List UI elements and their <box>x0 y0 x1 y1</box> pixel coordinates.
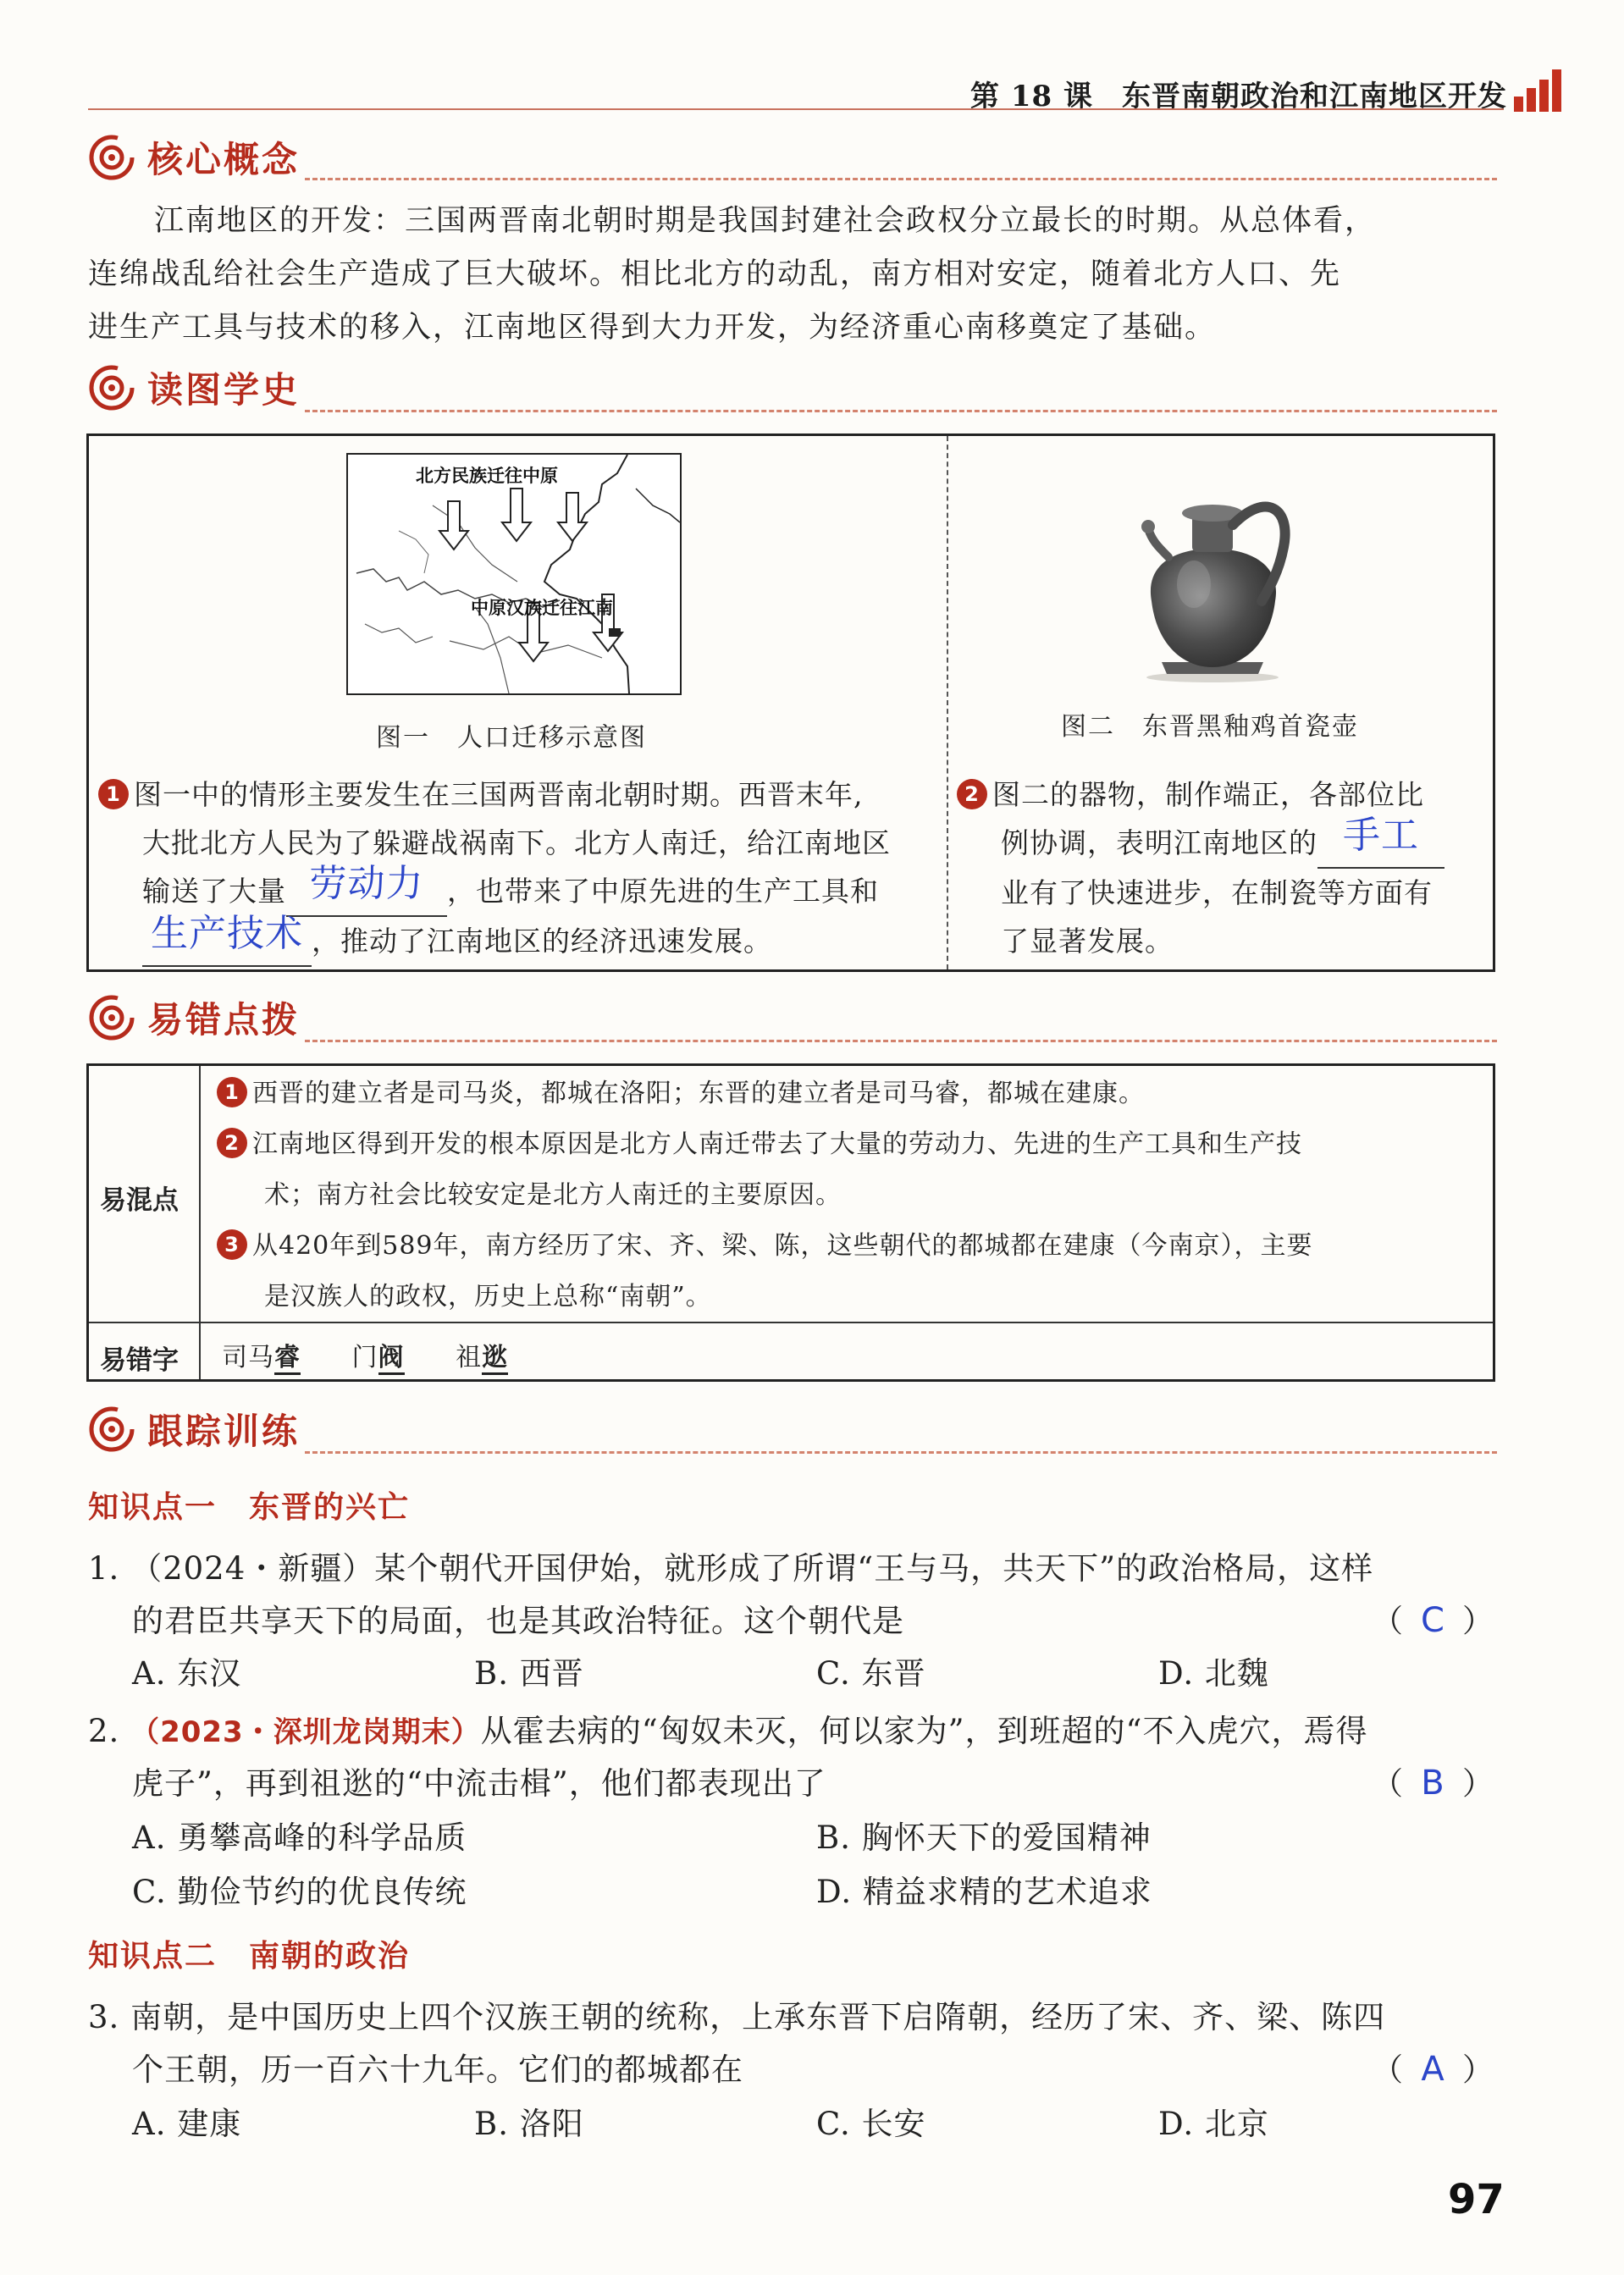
handwritten-answer: 生产技术 <box>151 912 303 955</box>
header-bars-icon <box>1514 69 1563 112</box>
section-rule <box>305 178 1497 180</box>
lesson-number: 第 18 课 <box>970 80 1093 113</box>
typo-word: 门阀 <box>352 1343 405 1372</box>
fill-blank-technology <box>142 912 312 967</box>
option[interactable]: C. 勤俭节约的优良传统 <box>132 1874 467 1910</box>
section-title-practice: 跟踪训练 <box>147 1411 301 1452</box>
section-rule <box>305 1040 1497 1042</box>
section-title-reading: 读图学史 <box>147 369 301 411</box>
migration-map <box>346 453 682 695</box>
confusing-points-list: 1 西晋的建立者是司马炎，都城在洛阳；东晋的建立者是司马睿，都城在建康。 2 江南地区得到开发的根本原因是北方人南迁带去了大量的劳动力、先进的生产工具和生产技 术；南方社会比较安定是北方人南迁的主要原因。 3 从420年到589年，南方经历了宋、齐、梁、陈，这些朝代的都城都在建康（今南京），主要 是汉族人的政权，历史上总称“南朝”。 <box>217 1068 1313 1322</box>
answer-bracket: （ C ） <box>1372 1601 1494 1640</box>
number-badge: 2 <box>957 779 987 809</box>
handwritten-answer: B <box>1421 1764 1444 1803</box>
question-2: 2. （2023・深圳龙岗期末）从霍去病的“匈奴未灭，何以家为”，到班超的“不入虎穴，焉得 <box>88 1713 1368 1749</box>
label-confusing: 易混点 <box>100 1185 179 1216</box>
page-number: 97 <box>1448 2176 1505 2223</box>
typo-word: 祖逖 <box>456 1343 508 1372</box>
handwritten-answer: A <box>1421 2050 1444 2089</box>
option[interactable]: C. 东晋 <box>816 1655 926 1692</box>
lesson-title: 东晋南朝政治和江南地区开发 <box>1122 80 1507 113</box>
handwritten-answer: C <box>1421 1601 1444 1640</box>
knowledge-point-2: 知识点二 南朝的政治 <box>88 1939 411 1974</box>
label-typo: 易错字 <box>100 1345 179 1376</box>
section-target-icon <box>88 994 135 1041</box>
option[interactable]: A. 建康 <box>132 2106 242 2142</box>
typo-list <box>222 1336 550 1373</box>
section-target-icon <box>88 364 135 411</box>
fill-blank-labor <box>286 862 447 917</box>
section-target-icon <box>88 1405 135 1453</box>
section-rule <box>305 410 1497 412</box>
option[interactable]: C. 长安 <box>816 2106 926 2142</box>
option[interactable]: A. 勇攀高峰的科学品质 <box>132 1819 467 1856</box>
number-badge: 3 <box>217 1229 247 1260</box>
picture-divider <box>947 436 948 969</box>
option[interactable]: B. 胸怀天下的爱国精神 <box>816 1819 1152 1856</box>
option[interactable]: A. 东汉 <box>132 1655 242 1692</box>
option[interactable]: B. 西晋 <box>474 1655 584 1692</box>
section-title-core: 核心概念 <box>147 139 301 180</box>
section-rule <box>305 1451 1497 1454</box>
typo-word: 司马睿 <box>222 1343 301 1372</box>
map-label-central: 中原汉族迁往江南 <box>471 598 613 618</box>
option[interactable]: D. 北魏 <box>1158 1655 1269 1692</box>
option[interactable]: D. 精益求精的艺术追求 <box>816 1874 1152 1910</box>
question-1: 1. （2024・新疆）某个朝代开国伊始，就形成了所谓“王与马，共天下”的政治格局，这样 <box>88 1550 1374 1587</box>
option[interactable]: D. 北京 <box>1158 2106 1269 2142</box>
fill-blank-handicraft <box>1317 814 1444 869</box>
question-3: 3. 南朝，是中国历史上四个汉族王朝的统称，上承东晋下启隋朝，经历了宋、齐、梁、陈四 <box>88 1999 1386 2035</box>
list-item: 1 西晋的建立者是司马炎，都城在洛阳；东晋的建立者是司马睿，都城在建康。 <box>217 1068 1313 1119</box>
answer-bracket: （ B ） <box>1372 1764 1494 1803</box>
picture-analysis-2: 2 图二的器物，制作端正，各部位比 例协调，表明江南地区的 手工 业有了快速进步，在制瓷等方面有 了显著发展。 <box>957 770 1444 965</box>
header-rule <box>88 108 1504 110</box>
list-item: 2 江南地区得到开发的根本原因是北方人南迁带去了大量的劳动力、先进的生产工具和生产技 <box>217 1119 1313 1170</box>
handwritten-answer: 劳动力 <box>309 862 424 905</box>
section-target-icon <box>88 134 135 181</box>
number-badge: 1 <box>98 779 129 809</box>
map-label-north: 北方民族迁往中原 <box>416 466 558 486</box>
handwritten-answer: 手工 <box>1343 814 1419 857</box>
number-badge: 2 <box>217 1128 247 1158</box>
number-badge: 1 <box>217 1077 247 1107</box>
answer-bracket: （ A ） <box>1372 2050 1494 2089</box>
figure2-caption: 图二 东晋黑釉鸡首瓷壶 <box>1061 712 1359 742</box>
core-concept-paragraph: 江南地区的开发：三国两晋南北朝时期是我国封建社会政权分立最长的时期。从总体看， 连绵战乱给社会生产造成了巨大破坏。相比北方的动乱，南方相对安定，随着北方人口、先 进生产工具与技术的移入，江南地区得到大力开发，为经济重心南移奠定了基础。 <box>88 204 1377 345</box>
list-item: 3 从420年到589年，南方经历了宋、齐、梁、陈，这些朝代的都城都在建康（今南京），主要 <box>217 1221 1313 1272</box>
knowledge-point-1: 知识点一 东晋的兴亡 <box>88 1490 411 1525</box>
section-title-errors: 易错点拨 <box>147 999 301 1041</box>
option[interactable]: B. 洛阳 <box>474 2106 584 2142</box>
ewer-image <box>1118 474 1304 686</box>
picture-analysis-1: 1 图一中的情形主要发生在三国两晋南北朝时期。西晋末年, 大批北方人民为了躲避战祸南下。北方人南迁，给江南地区 输送了大量 劳动力 ，也带来了中原先进的生产工具和 生产技术 ，推动了江南地区的经济迅速发展。 <box>98 770 891 967</box>
figure1-caption: 图一 人口迁移示意图 <box>376 723 647 753</box>
